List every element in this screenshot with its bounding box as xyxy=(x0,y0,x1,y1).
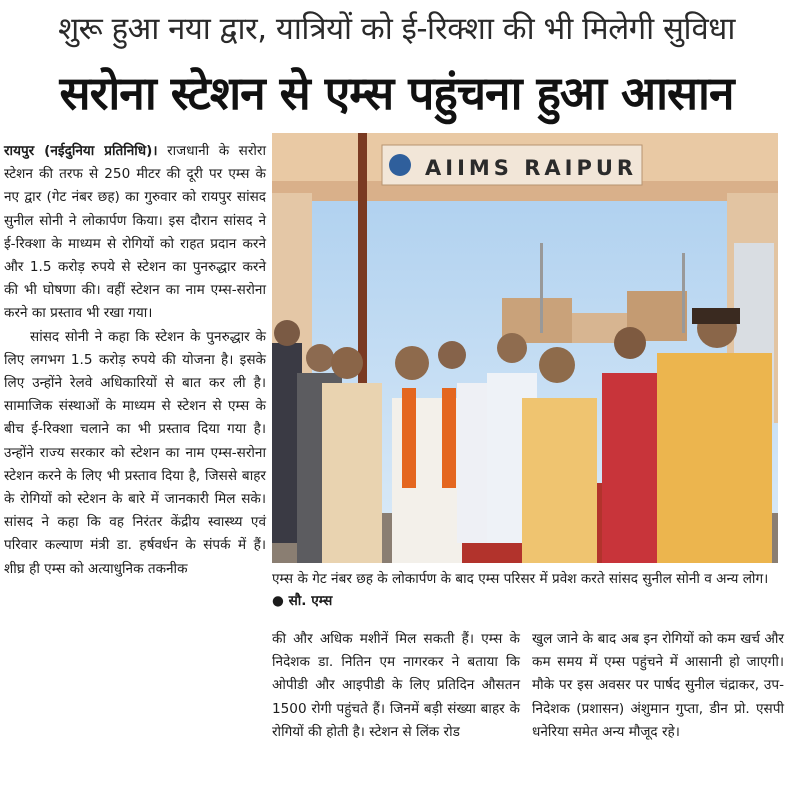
article-column-right xyxy=(532,628,784,793)
aiims-logo-icon xyxy=(389,154,411,176)
article-paragraph-4: खुल जाने के बाद अब इन रोगियों को कम खर्च और कम समय में एम्स पहुंचने में आसानी हो जाएगी। मौके पर इस अवसर पर पार्षद सुनील चंद्राकर, उप-निदेशक (प्रशासन) अंशुमान गुप्ता, डीन प्रो. एसपी धनेरिया समेत अन्य मौजूद रहे। xyxy=(532,631,784,740)
article-column-left xyxy=(4,140,266,790)
news-photo xyxy=(272,133,778,563)
photo-credit: ● सौ. एम्स xyxy=(272,593,333,609)
article-dateline: रायपुर (नईदुनिया प्रतिनिधि)। xyxy=(4,143,158,159)
article-paragraph-1-text: राजधानी के सरोरा स्टेशन की तरफ से 250 मीटर की दूरी पर एम्स के नए द्वार (गेट नंबर छह) का गुरुवार को रायपुर सांसद सुनील सोनी ने लोकार्पण किया। इस दौरान सांसद ने ई-रिक्शा के माध्यम से रोगियों को राहत प्रदान करने और 1.5 करोड़ रुपये से स्टेशन का पुनरुद्धार करने की भी घोषणा की। वहीं स्टेशन का नाम एम्स-सरोना करने का प्रस्ताव भी रखा गया। xyxy=(4,143,266,322)
article-kicker: शुरू हुआ नया द्वार, यात्रियों को ई-रिक्शा की भी मिलेगी सुविधा xyxy=(58,11,735,47)
photo-illustration xyxy=(272,133,778,563)
photo-caption-text: एम्स के गेट नंबर छह के लोकार्पण के बाद एम्स परिसर में प्रवेश करते सांसद सुनील सोनी व अन्य लोग। xyxy=(272,571,769,587)
article-paragraph-1 xyxy=(4,140,266,326)
article-paragraph-3: की और अधिक मशीनें मिल सकती हैं। एम्स के निदेशक डा. नितिन एम नागरकर ने बताया कि ओपीडी और आइपीडी के लिए प्रतिदिन औसतन 1500 रोगी पहुंचते हैं। जिनमें बड़ी संख्या बाहर के रोगियों की होती है। स्टेशन से लिंक रोड xyxy=(272,631,520,740)
article-paragraph-2: सांसद सोनी ने कहा कि स्टेशन के पुनरुद्धार के लिए लगभग 1.5 करोड़ रुपये की योजना है। इसके लिए उन्होंने रेलवे अधिकारियों से बात कर ली है। सामाजिक संस्थाओं के माध्यम से स्टेशन से एम्स के बीच ई-रिक्शा चलाने का भी प्रस्ताव दिया गया है। उन्होंने राज्य सरकार को स्टेशन का नाम एम्स-सरोना स्टेशन करने के लिए भी प्रस्ताव दिया है, जिससे बाहर के रोगियों को स्टेशन के बारे में जानकारी मिल सके। सांसद ने कहा कि वह निरंतर केंद्रीय स्वास्थ्य एवं परिवार कल्याण मंत्री डा. हर्षवर्धन के संपर्क में हैं। शीघ्र ही एम्स को अत्याधुनिक तकनीक xyxy=(4,328,266,577)
article-headline: सरोना स्टेशन से एम्स पहुंचना हुआ आसान xyxy=(59,66,734,120)
photo-caption xyxy=(272,568,778,620)
aiims-gate-sign: AIIMS RAIPUR xyxy=(425,156,638,180)
article-column-middle xyxy=(272,628,520,793)
